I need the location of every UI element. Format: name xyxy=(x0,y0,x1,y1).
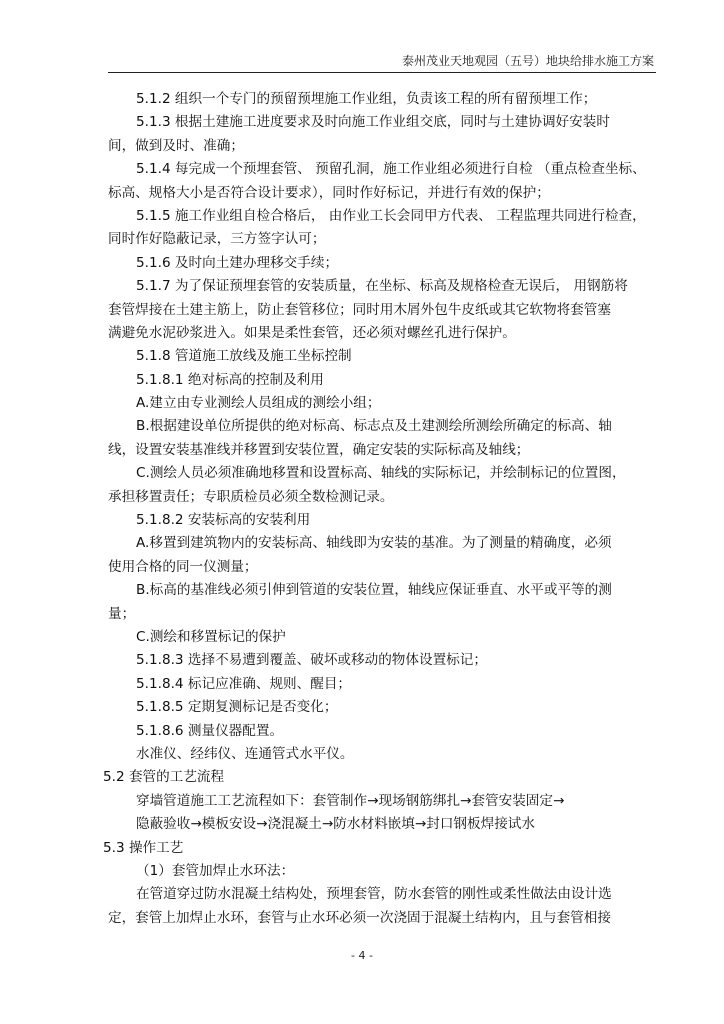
text-line: 线，设置安装基准线并移置到安装位置，确定安装的实际标高及轴线； xyxy=(108,441,530,458)
text-line: 量； xyxy=(108,605,136,622)
text-line: C.测绘和移置标记的保护 xyxy=(136,628,286,645)
text-line: 同时作好隐蔽记录，三方签字认可； xyxy=(108,231,326,248)
text-line: 使用合格的同一仪测量； xyxy=(108,558,258,575)
document-body xyxy=(103,88,656,930)
text-line: A.移置到建筑物内的安装标高、轴线即为安装的基准。为了测量的精确度，必须 xyxy=(136,535,612,552)
text-line: B.标高的基准线必须引伸到管道的安装位置，轴线应保证垂直、水平或平等的测 xyxy=(136,582,612,599)
text-line: 套管焊接在土建主筋上，防止套管移位；同时用木屑外包牛皮纸或其它软物将套管塞 xyxy=(108,301,611,318)
text-line: 在管道穿过防水混凝土结构处，预埋套管，防水套管的刚性或柔性做法由设计选 xyxy=(136,886,612,903)
text-line: 5.1.2 组织一个专门的预留预埋施工作业组，负责该工程的所有留预埋工作； xyxy=(136,91,597,107)
header-title: 泰州茂业天地观园（五号）地块给排水施工方案 xyxy=(401,54,654,68)
text-line: 5.1.8.4 标记应准确、规则、醒目； xyxy=(136,675,352,692)
text-line: 定，套管上加焊止水环，套管与止水环必须一次浇固于混凝土结构内，且与套管相接 xyxy=(108,909,611,926)
text-line: 满避免水泥砂浆进入。如果是柔性套管，还必须对螺丝孔进行保护。 xyxy=(108,324,516,341)
text-line: 承担移置责任；专职质检员必须全数检测记录。 xyxy=(108,488,394,505)
text-line: 间，做到及时、准确； xyxy=(108,137,244,154)
text-line: 标高、规格大小是否符合设计要求），同时作好标记，并进行有效的保护； xyxy=(108,184,550,201)
text-line: （1）套管加焊止水环法： xyxy=(136,862,295,879)
text-line: 5.1.8.1 绝对标高的控制及利用 xyxy=(136,371,324,388)
text-line: 5.1.6 及时向土建办理移交手续； xyxy=(136,254,339,271)
page-number: - 4 - xyxy=(351,949,373,962)
text-line: 5.1.4 每完成一个预埋套管、 预留孔洞，施工作业组必须进行自检 （重点检查坐标、 xyxy=(136,161,646,178)
text-line: B.根据建设单位所提供的绝对标高、标志点及土建测绘所测绘所确定的标高、轴 xyxy=(136,418,612,435)
text-line: 5.1.8.5 定期复测标记是否变化； xyxy=(136,699,338,716)
page-header xyxy=(108,50,656,73)
text-line: 水准仪、经纬仪、连通管式水平仪。 xyxy=(136,745,354,762)
text-line: C.测绘人员必须准确地移置和设置标高、轴线的实际标记，并绘制标记的位置图， xyxy=(136,465,626,482)
text-line: A.建立由专业测绘人员组成的测绘小组； xyxy=(136,395,381,412)
text-line: 5.1.8.6 测量仪器配置。 xyxy=(136,722,284,739)
text-line: 5.1.8 管道施工放线及施工坐标控制 xyxy=(136,348,352,365)
text-line: 5.1.7 为了保证预埋套管的安装质量，在坐标、标高及规格检查无误后， 用钢筋将 xyxy=(136,278,628,295)
text-line: 5.1.8.3 选择不易遭到覆盖、破坏或移动的物体设置标记； xyxy=(136,652,487,669)
text-line: 5.3 操作工艺 xyxy=(103,839,184,856)
text-line: 5.1.8.2 安装标高的安装利用 xyxy=(136,512,311,529)
text-line: 5.1.5 施工作业组自检合格后， 由作业工长会同甲方代表、 工程监理共同进行检查， xyxy=(136,207,646,224)
text-line: 5.1.3 根据土建施工进度要求及时向施工作业组交底，同时与土建协调好安装时 xyxy=(136,114,610,131)
text-line: 穿墙管道施工工艺流程如下：套管制作→现场钢筋绑扎→套管安装固定→ xyxy=(136,792,565,809)
text-line: 5.2 套管的工艺流程 xyxy=(103,769,225,786)
text-line: 隐蔽验收→模板安设→浇混凝土→防水材料嵌填→封口钢板焊接试水 xyxy=(136,816,535,833)
